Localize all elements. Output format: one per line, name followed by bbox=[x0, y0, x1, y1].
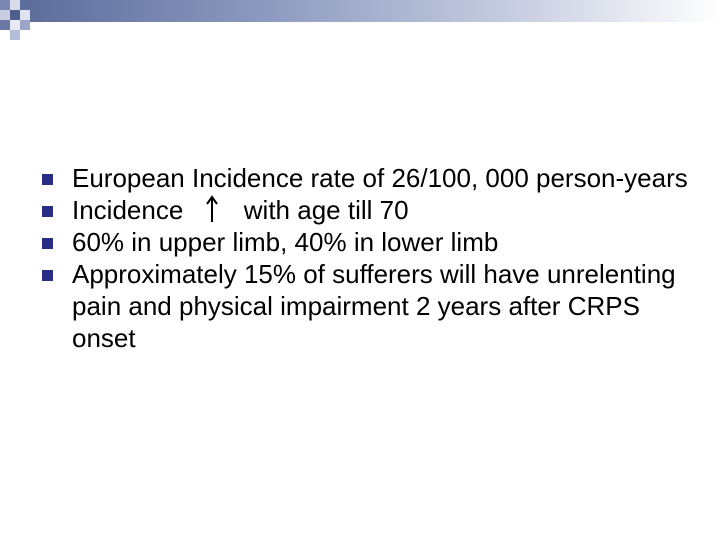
decor-square bbox=[20, 20, 30, 30]
decor-square bbox=[10, 20, 20, 30]
bullet-text: Incidence bbox=[72, 195, 184, 225]
bullet-item bbox=[42, 162, 702, 194]
bullet-text: 60% in upper limb, 40% in lower limb bbox=[72, 227, 499, 257]
decor-square bbox=[10, 30, 20, 40]
bullet-item bbox=[42, 226, 702, 258]
bullet-square-icon bbox=[42, 174, 53, 185]
bullet-text: with age till 70 bbox=[243, 195, 409, 225]
bullet-square-icon bbox=[42, 270, 53, 281]
decor-square bbox=[10, 0, 20, 10]
bullet-text: Approximately 15% of sufferers will have unrelenting pain and physical impairment 2 years after CRPS onset bbox=[72, 259, 676, 353]
bullet-item bbox=[42, 194, 702, 226]
decor-square bbox=[20, 0, 30, 10]
bullet-item bbox=[42, 258, 702, 354]
decor-square bbox=[0, 0, 10, 10]
header-gradient-bar bbox=[30, 0, 720, 22]
bullet-square-icon bbox=[42, 206, 53, 217]
decor-square bbox=[20, 10, 30, 20]
bullet-list bbox=[42, 162, 702, 354]
decor-square bbox=[0, 10, 10, 20]
decor-square bbox=[0, 20, 10, 30]
decor-square bbox=[10, 10, 20, 20]
bullet-square-icon bbox=[42, 238, 53, 249]
bullet-text: European Incidence rate of 26/100, 000 person-years bbox=[72, 163, 688, 193]
up-arrow-icon bbox=[195, 195, 229, 223]
